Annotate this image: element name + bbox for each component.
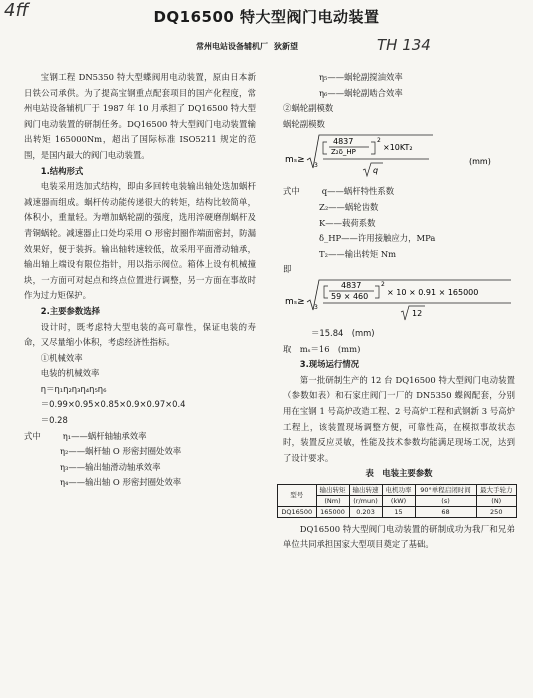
efficiency-formula: η＝η₁η₂η₃η₄η₅η₆ — [40, 383, 107, 394]
formula1-unit: (mm) — [469, 157, 491, 167]
conclusion-paragraph: DQ16500 特大型阀门电动装置的研制成功为我厂和兄弟单位共同承担国家大型项目奠定了基础。 — [283, 523, 515, 550]
efficiency-definition-5: η₅——蜗轮副搅油效率 — [319, 72, 403, 82]
table-header-cell: 型号 — [278, 484, 317, 506]
formula1-lhs: mₛ≥ — [285, 155, 305, 166]
formula1-denominator: Z₂δ_HP — [331, 148, 356, 157]
svg-text:3: 3 — [314, 303, 318, 311]
module-formula-radical — [283, 132, 515, 184]
svg-text:2: 2 — [381, 280, 385, 288]
module-definition-3: K——载荷系数 — [319, 217, 376, 228]
module-result: ＝15.84 (mm) — [311, 327, 375, 338]
intro-paragraph: 宝钢工程 DN5350 特大型蝶阀用电动装置，原由日本新日铁公司承供。为了提高宝钢重点配套项目的国产化程度，常州电站设备辅机厂于 1987 年 10 月承担了 DQ16500 特大型阀门电动装置的研制任务。DQ16500 特大型阀门电动装置输出转矩 165000Nm，超出了国际标准 ISO5211 规定的范围，是国内最大的阀门电动装置。 — [24, 72, 256, 160]
right-column — [283, 70, 515, 553]
efficiency-definition-6: η₆——蜗轮副啮合效率 — [319, 87, 403, 98]
table-header-cell: 最大手轮力 — [476, 484, 516, 495]
efficiency-definition-4: η₄——输出轴 O 形密封圈处效率 — [60, 477, 182, 488]
table-unit-cell: (s) — [415, 495, 476, 506]
formula1-q: q — [373, 166, 379, 176]
efficiency-definition-1: 式中 η₁——蜗杆轴轴承效率 — [24, 430, 147, 441]
section-heading-structure: 1.结构形式 — [40, 165, 84, 176]
efficiency-intro: 电装的机械效率 — [40, 368, 100, 379]
author-organization: 常州电站设备辅机厂 — [196, 42, 268, 51]
table-unit-cell: (r/mun) — [349, 495, 382, 506]
formula2-lhs: mₛ≥ — [285, 296, 305, 307]
structure-paragraph: 电装采用迭加式结构，即由多回转电装输出轴处迭加蜗杆减速器而组成。蜗杆传动能传递很大的转矩，结构比较简单，体积小，重量轻。为增加蜗轮副的强度，选用淬硬磨削蜗杆及青铜蜗轮。减速器止口处均采用 O 形密封圈作端面密封，防漏效果好，便于装拆。输出轴转速较低，故采用平面滑动轴承，输出轴上端设有限位指针，用以指示阀位。箱体上设有机械撞块，一方面可对起点和终点位置进行调整，另一方面在事故时作为过力矩保护。 — [24, 181, 256, 301]
ji-label: 即 — [283, 264, 292, 275]
table-row — [278, 506, 517, 517]
svg-text:2: 2 — [377, 137, 381, 145]
formula1-numerator: 4837 — [333, 137, 354, 147]
module-definition-2: Z₂——蜗轮齿数 — [319, 201, 379, 212]
table-cell: 165000 — [316, 506, 349, 517]
efficiency-result: ＝0.28 — [40, 415, 68, 426]
table-cell: 0.203 — [349, 506, 382, 517]
table-header-row — [278, 484, 517, 495]
efficiency-calculation: ＝0.99×0.95×0.85×0.9×0.97×0.4 — [40, 399, 186, 410]
table-header-cell: 电机功率 — [382, 484, 415, 495]
handwritten-catalog-tag: TH 134 — [377, 36, 431, 54]
author-name: 狄新望 — [274, 42, 298, 51]
efficiency-definition-2: η₂——蜗杆轴 O 形密封圈处效率 — [60, 446, 182, 457]
module-calculation-radical — [283, 278, 515, 326]
table-header-cell: 输出转速 — [349, 484, 382, 495]
where-label-2: 式中 — [283, 186, 300, 197]
table-cell: 68 — [415, 506, 476, 517]
module-definition-4: δ_HP——许用接触应力，MPa — [319, 233, 436, 244]
formula2-numerator: 4837 — [341, 280, 362, 290]
module-intro: 蜗轮副模数 — [283, 118, 325, 129]
parameters-table — [277, 484, 517, 518]
article-title: DQ16500 特大型阀门电动装置 — [153, 8, 380, 26]
operation-paragraph: 第一批研制生产的 12 台 DQ16500 特大型阀门电动装置（参数如表）和石家庄阀门一厂的 DN5350 蝶阀配套，分别用在宝钢 1 号高炉改造工程、2 号高炉工程和武钢新 3 号高炉工程上，该装置现场调整方便，可靠性高，在模拟事故状态时，装置反应灵敏，性能及技术参数均能满足现场工况，达到了设计要求。 — [283, 374, 515, 463]
formula1-tail: ×10KT₂ — [383, 143, 413, 153]
table-header-cell: 输出转矩 — [316, 484, 349, 495]
table-unit-cell: (Nm) — [316, 495, 349, 506]
module-calculation — [283, 278, 515, 326]
section-heading-operation: 3.现场运行情况 — [299, 359, 360, 370]
efficiency-definition-3: η₃——输出轴滑动轴承效率 — [60, 461, 161, 472]
left-column — [24, 70, 256, 491]
table-caption: 表 电装主要参数 — [365, 468, 433, 479]
where-label: 式中 — [24, 430, 41, 441]
formula2-denominator: 59 × 460 — [331, 291, 369, 301]
author-line — [196, 41, 298, 52]
table-cell: 250 — [476, 506, 516, 517]
module-choice: 取 mₛ＝16 (mm) — [283, 343, 361, 354]
module-definition-5: T₂——输出转矩 Nm — [319, 248, 397, 259]
module-subheading: ②蜗轮副模数 — [283, 103, 334, 114]
table-unit-cell: (kW) — [382, 495, 415, 506]
table-unit-cell: (N) — [476, 495, 516, 506]
table-cell: 15 — [382, 506, 415, 517]
module-formula — [283, 132, 515, 184]
formula2-denominator-root: 12 — [412, 308, 423, 318]
svg-text:3: 3 — [314, 162, 318, 170]
parameters-paragraph: 设计时，既考虑特大型电装的高可靠性，保证电装的寿命，又尽量缩小体积，考虑经济性指标。 — [24, 321, 256, 348]
formula2-tail: × 10 × 0.91 × 165000 — [387, 287, 479, 297]
table-cell: DQ16500 — [278, 506, 317, 517]
section-heading-parameters: 2.主要参数选择 — [40, 305, 101, 316]
module-definition-1: 式中 q——蜗杆特性系数 — [283, 186, 395, 197]
efficiency-subheading: ①机械效率 — [40, 352, 83, 363]
handwritten-corner-mark: 4ff — [4, 0, 29, 21]
table-header-cell: 90°单程启闭时间 — [415, 484, 476, 495]
